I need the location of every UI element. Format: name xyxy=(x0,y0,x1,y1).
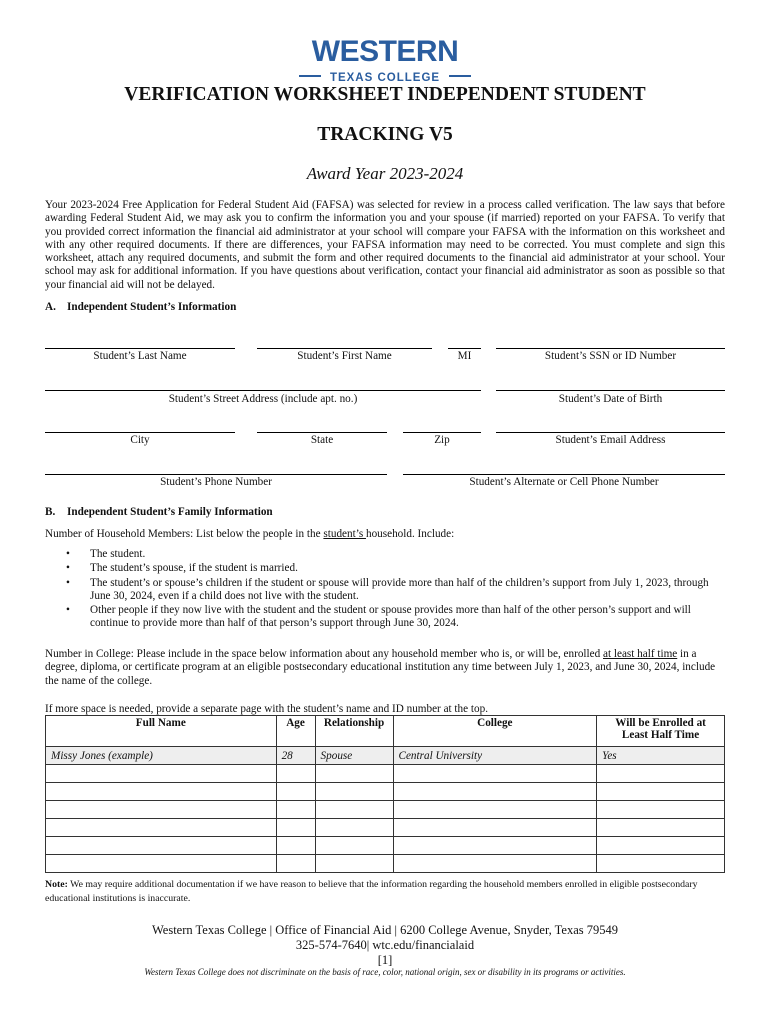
email-label: Student’s Email Address xyxy=(555,434,666,446)
city-label: City xyxy=(130,434,150,446)
table-cell[interactable] xyxy=(393,837,597,855)
note-label: Note: xyxy=(45,879,68,890)
bullet-icon: • xyxy=(66,562,70,575)
college-logo xyxy=(0,35,770,84)
household-bullet-list xyxy=(66,548,726,632)
section-a-number: A. xyxy=(45,301,56,313)
table-row xyxy=(46,855,725,873)
table-cell[interactable] xyxy=(597,837,725,855)
table-cell[interactable] xyxy=(276,855,315,873)
list-item-text: The student’s spouse, if the student is married. xyxy=(90,562,298,575)
address-field[interactable] xyxy=(45,390,481,391)
logo-rule-left xyxy=(299,75,321,77)
nondiscrimination-statement: Western Texas College does not discriminate on the basis of race, color, national origin, sex or disability in its programs or activities. xyxy=(144,967,626,977)
column-header: Relationship xyxy=(315,716,393,747)
state-field[interactable] xyxy=(257,432,387,433)
logo-wordmark: WESTERN xyxy=(311,35,459,68)
table-cell[interactable] xyxy=(276,801,315,819)
logo-subtitle-text: TEXAS COLLEGE xyxy=(329,72,441,84)
table-cell[interactable] xyxy=(315,855,393,873)
table-cell[interactable] xyxy=(276,765,315,783)
zip-field[interactable] xyxy=(403,432,481,433)
phone-label: Student’s Phone Number xyxy=(160,476,272,488)
table-cell[interactable] xyxy=(597,801,725,819)
dob-label: Student’s Date of Birth xyxy=(558,393,663,405)
table-row xyxy=(46,765,725,783)
ssn-field[interactable] xyxy=(496,348,725,349)
list-item xyxy=(66,562,726,575)
list-item xyxy=(66,577,726,604)
table-cell[interactable] xyxy=(46,837,277,855)
award-year: Award Year 2023-2024 xyxy=(306,164,464,183)
table-cell[interactable] xyxy=(315,801,393,819)
table-cell[interactable] xyxy=(393,783,597,801)
college-paragraph xyxy=(45,648,725,688)
college-text-post: in a degree, diploma, or certificate program at an eligible postsecondary educational institution any time between July 1, 2023, and June 30, 2024, include the name of the college. xyxy=(45,648,716,687)
column-header: College xyxy=(393,716,597,747)
list-item xyxy=(66,604,726,631)
column-header: Age xyxy=(276,716,315,747)
first-name-field[interactable] xyxy=(257,348,432,349)
table-cell[interactable] xyxy=(46,855,277,873)
household-text-underlined: student’s xyxy=(323,528,366,540)
email-field[interactable] xyxy=(496,432,725,433)
zip-label: Zip xyxy=(434,434,450,446)
page-number: [1] xyxy=(377,953,393,967)
logo-subtitle xyxy=(299,68,471,82)
household-members-table xyxy=(45,715,725,873)
table-cell[interactable] xyxy=(46,765,277,783)
documentation-note xyxy=(45,878,735,906)
household-intro xyxy=(45,528,725,541)
logo-rule-right xyxy=(449,75,471,77)
table-cell[interactable] xyxy=(315,819,393,837)
table-cell[interactable] xyxy=(276,783,315,801)
table-cell[interactable] xyxy=(597,765,725,783)
table-row xyxy=(46,783,725,801)
mi-label: MI xyxy=(457,350,472,362)
bullet-icon: • xyxy=(66,604,70,617)
last-name-field[interactable] xyxy=(45,348,235,349)
table-cell[interactable] xyxy=(393,765,597,783)
column-header: Will be Enrolled at Least Half Time xyxy=(597,716,725,747)
table-row xyxy=(46,837,725,855)
table-cell[interactable] xyxy=(393,855,597,873)
bullet-icon: • xyxy=(66,548,70,560)
alt-phone-field[interactable] xyxy=(403,474,725,475)
city-field[interactable] xyxy=(45,432,235,433)
mi-field[interactable] xyxy=(448,348,481,349)
document-subtitle: TRACKING V5 xyxy=(317,124,453,145)
section-b-number: B. xyxy=(45,506,56,518)
state-label: State xyxy=(310,434,334,446)
college-text-pre: Number in College: Please include in the space below information about any household member who is, or will be, enrolled xyxy=(45,648,603,660)
household-text-post: household. Include: xyxy=(365,528,455,540)
list-item xyxy=(66,548,726,561)
table-cell: 28 xyxy=(276,747,315,765)
table-cell[interactable] xyxy=(276,819,315,837)
table-cell[interactable] xyxy=(597,819,725,837)
dob-field[interactable] xyxy=(496,390,725,391)
table-cell: Spouse xyxy=(315,747,393,765)
column-header: Full Name xyxy=(46,716,277,747)
table-cell[interactable] xyxy=(315,765,393,783)
footer-contact: 325-574-7640| wtc.edu/financialaid xyxy=(295,938,475,952)
section-b-heading xyxy=(45,506,273,518)
intro-paragraph: Your 2023-2024 Free Application for Federal Student Aid (FAFSA) was selected for review in a process called verification. The law says that before awarding Federal Student Aid, we may ask you to confirm the information you and your spouse (if married) reported on your FAFSA. To verify that you provided correct information the financial aid administrator at your school will compare your FAFSA with the information on this worksheet and with any other required documents. If there are differences, your FAFSA information may need to be corrected. You must complete and sign this worksheet, attach any required documents, and submit the form and other required documents to the financial aid administrator at your school. Your school may ask for additional information. If you have questions about verification, contact your financial aid administrator as soon as possible so that your financial aid will not be delayed. xyxy=(45,199,725,291)
section-a-heading xyxy=(45,301,236,313)
table-cell[interactable] xyxy=(315,837,393,855)
table-row xyxy=(46,801,725,819)
table-cell: Yes xyxy=(597,747,725,765)
list-item-text: Other people if they now live with the student and the student or spouse provides more than half of the other person’s support and will continue to provide more than half of that person’s support through June 30, 2024. xyxy=(90,604,691,630)
address-label: Student’s Street Address (include apt. no.) xyxy=(168,393,358,405)
table-cell[interactable] xyxy=(46,783,277,801)
last-name-label: Student’s Last Name xyxy=(93,350,187,362)
table-cell[interactable] xyxy=(315,783,393,801)
table-cell: Missy Jones (example) xyxy=(46,747,277,765)
table-cell[interactable] xyxy=(393,819,597,837)
table-row xyxy=(46,819,725,837)
table-header-row xyxy=(46,716,725,747)
table-cell[interactable] xyxy=(276,837,315,855)
bullet-icon: • xyxy=(66,576,70,589)
table-cell[interactable] xyxy=(597,783,725,801)
household-text-pre: Number of Household Members: List below the people in the xyxy=(45,528,324,540)
table-cell[interactable] xyxy=(393,801,597,819)
more-space-note: If more space is needed, provide a separate page with the student’s name and ID number at the top. xyxy=(45,703,488,715)
phone-field[interactable] xyxy=(45,474,387,475)
section-b-title: Independent Student’s Family Information xyxy=(67,506,273,518)
college-text-underlined: at least half time xyxy=(603,648,678,660)
document-title: VERIFICATION WORKSHEET INDEPENDENT STUDENT xyxy=(124,84,646,105)
footer-address: Western Texas College | Office of Financial Aid | 6200 College Avenue, Snyder, Texas 79549 xyxy=(151,923,618,937)
alt-phone-label: Student’s Alternate or Cell Phone Number xyxy=(469,476,659,488)
first-name-label: Student’s First Name xyxy=(297,350,392,362)
table-cell[interactable] xyxy=(46,801,277,819)
table-cell[interactable] xyxy=(597,855,725,873)
list-item-text: The student’s or spouse’s children if the student or spouse will provide more than half of the children’s support from July 1, 2023, through June 30, 2024, even if a child does not live with the student. xyxy=(90,576,709,602)
list-item-text: The student. xyxy=(90,548,146,560)
table-cell: Central University xyxy=(393,747,597,765)
section-a-title: Independent Student’s Information xyxy=(67,301,237,313)
ssn-label: Student’s SSN or ID Number xyxy=(544,350,677,362)
note-text: We may require additional documentation if we have reason to believe that the information regarding the household members enrolled in eligible postsecondary educational institutions is inaccurate. xyxy=(45,879,698,904)
example-row xyxy=(46,747,725,765)
table-cell[interactable] xyxy=(46,819,277,837)
